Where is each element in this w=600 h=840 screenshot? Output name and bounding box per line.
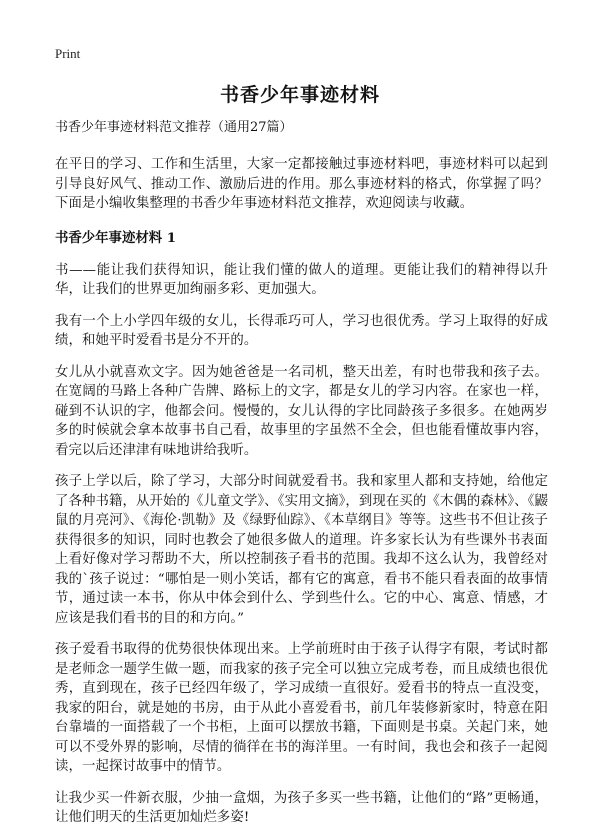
intro-paragraph: 在平日的学习、工作和生活里，大家一定都接触过事迹材料吧，事迹材料可以起到引导良好风气、推动工作、激励后进的作用。那么事迹材料的格式，你掌握了吗？下面是小编收集整理的书香少年事迹材料范文推荐，欢迎阅读与收藏。 — [55, 157, 548, 211]
body-paragraph-5: 孩子爱看书取得的优势很快体现出来。上学前班时由于孩子认得字有限，考试时都是老师念一题学生做一题，而我家的孩子完全可以独立完成考卷，而且成绩也很优秀，直到现在，孩子已经四年级了，学习成绩一直很好。爱看书的特点一直没变，我家的阳台，就是她的书房，由于从此小喜爱看书，前几年装修新家时，特意在阳台靠墙的一面搭载了一个书柜，上面可以摆放书籍，下面则是书桌。关起门来，她可以不受外界的影响，尽情的徜徉在书的海洋里。一有时间，我也会和孩子一起阅读，一起探讨故事中的情节。 — [55, 642, 548, 774]
body-paragraph-2: 我有一个上小学四年级的女儿，长得乖巧可人，学习也很优秀。学习上取得的好成绩，和她平时爱看书是分不开的。 — [55, 313, 548, 348]
document-title: 书香少年事迹材料 — [219, 84, 380, 106]
section-heading: 书香少年事迹材料 1 — [55, 229, 177, 246]
document-subtitle: 书香少年事迹材料范文推荐（通用27篇） — [55, 120, 293, 135]
body-paragraph-4: 孩子上学以后，除了学习，大部分时间就爱看书。我和家里人都和支持她，给他定了各种书籍，从开始的《儿童文学》、《实用文摘》，到现在买的《木偶的森林》、《鼹鼠的月亮河》、《海伦·凯勒》及《绿野仙踪》、《本草纲目》等等。这些书不但让孩子获得很多的知识，同时也教会了她很多做人的道理。许多家长认为有些课外书表面上看好像对学习帮助不大，所以控制孩子看书的范围。我却不这么认为，我曾经对我的`孩子说过：“哪怕是一则小笑话，都有它的寓意，看书不能只看表面的故事情节，通过读一本书，你从中体会到什么、学到些什么。它的中心、寓意、情感，才应该是我们看书的目的和方向。” — [55, 474, 548, 626]
body-paragraph-3: 女儿从小就喜欢文字。因为她爸爸是一名司机，整天出差，有时也带我和孩子去。在宽阔的马路上各种广告牌、路标上的文字，都是女儿的学习内容。在家也一样，碰到不认识的字，他都会问。慢慢的，女儿认得的字比同龄孩子多很多。在她两岁多的时候就会拿本故事书自己看，故事里的字虽然不全会，但也能看懂故事内容，看完以后还津津有味地讲给我听。 — [55, 364, 548, 458]
body-paragraph-1: 书——能让我们获得知识，能让我们懂的做人的道理。更能让我们的精神得以升华，让我们的世界更加绚丽多彩、更加强大。 — [55, 262, 548, 297]
print-link[interactable]: Print — [55, 46, 81, 61]
document-body — [55, 118, 548, 840]
body-paragraph-6: 让我少买一件新衣服，少抽一盒烟，为孩子多买一些书籍，让他们的“路”更畅通，让他们明天的生活更加灿烂多姿! — [55, 790, 548, 825]
